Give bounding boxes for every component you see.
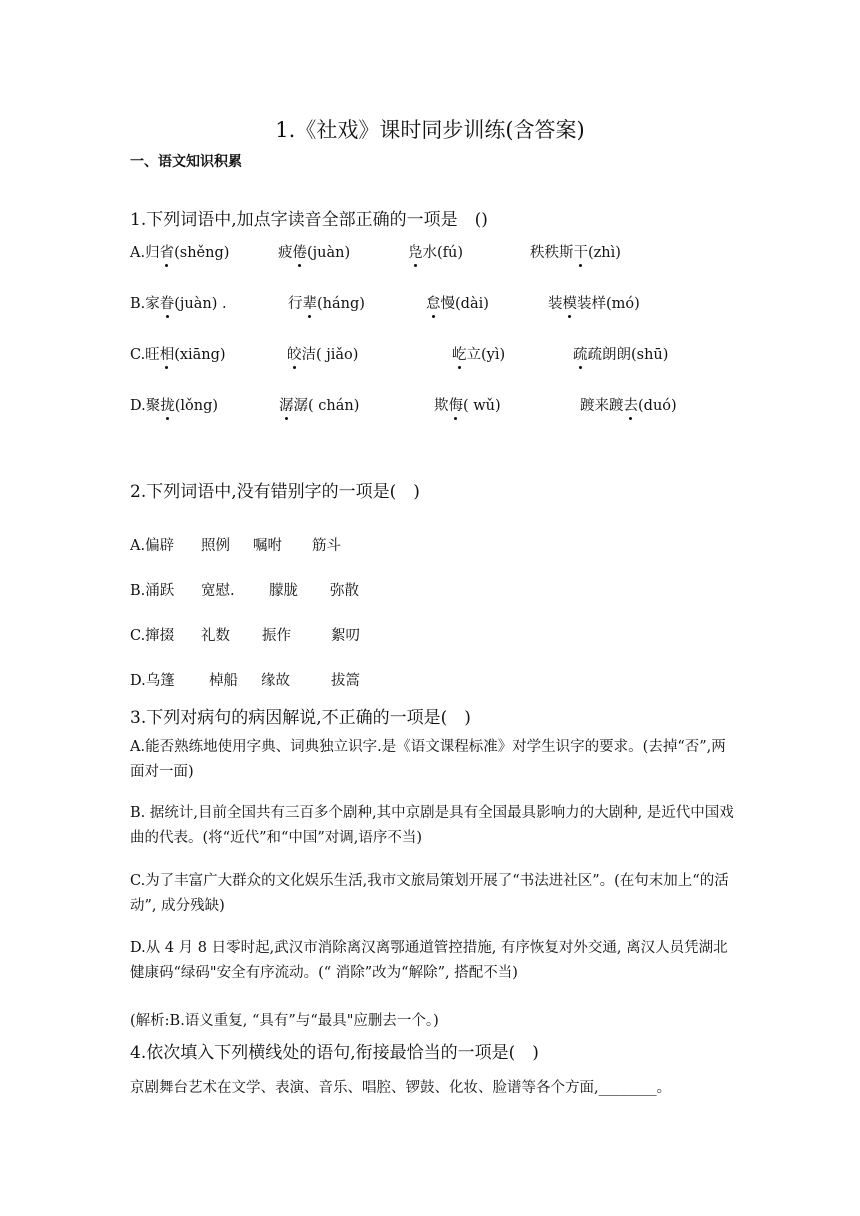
q1-b-item: 装模装样(mó) bbox=[548, 292, 640, 313]
question-1-stem: 1.下列词语中,加点字读音全部正确的一项是 () bbox=[130, 210, 488, 230]
q2-a-word: A.偏辟 bbox=[130, 538, 175, 554]
q2-a-word: 筋斗 bbox=[312, 538, 341, 554]
q2-c-word: C.撺掇 bbox=[130, 628, 175, 644]
q1-b-item: 行辈(háng) bbox=[288, 292, 365, 313]
q4-sentence-text: 京剧舞台艺术在文学、表演、音乐、唱腔、锣鼓、化妆、脸谱等各个方面, bbox=[130, 1080, 599, 1096]
q2-d-word: D.乌篷 bbox=[130, 673, 175, 689]
q1-c-item: 屹立(yì) bbox=[452, 343, 505, 364]
q4-blank: ________。 bbox=[598, 1080, 672, 1096]
q3-analysis: (解析:B.语义重复, “具有”与“最具"应删去一个。) bbox=[130, 1013, 439, 1029]
q2-b-word: B.涌跃 bbox=[130, 583, 175, 599]
q2-a-word: 照例 bbox=[201, 538, 230, 554]
question-2-stem: 2.下列词语中,没有错别字的一项是( ) bbox=[130, 482, 420, 502]
q2-c-word: 振作 bbox=[262, 628, 291, 644]
document-title: 1.《社戏》课时同步训练(含答案) bbox=[275, 118, 585, 142]
q2-b-word: 弥散 bbox=[330, 583, 359, 599]
q1-d-item: 潺潺( chán) bbox=[279, 394, 359, 415]
q3-option-a: A.能否熟练地使用字典、词典独立识字.是《语文课程标准》对学生识字的要求。(去掉“否”,两面对一面) bbox=[130, 739, 726, 780]
question-4-stem: 4.依次填入下列横线处的语句,衔接最恰当的一项是( ) bbox=[130, 1043, 539, 1063]
q2-a-word: 嘱咐 bbox=[253, 538, 282, 554]
q2-c-word: 礼数 bbox=[201, 628, 230, 644]
q2-d-word: 棹船 bbox=[209, 673, 238, 689]
q2-c-word: 絮叨 bbox=[331, 628, 360, 644]
q2-d-word: 拔篙 bbox=[331, 673, 360, 689]
q3-option-d: D.从 4 月 8 日零时起,武汉市消除离汉离鄂通道管控措施, 有序恢复对外交通, 离汉人员凭湖北健康码“绿码"安全有序流动。(“ 消除”改为“解除”, 搭配不当) bbox=[130, 940, 728, 981]
q2-b-word: 朦胧 bbox=[269, 583, 298, 599]
q1-d-item: D.聚拢(lǒng) bbox=[130, 394, 218, 415]
q4-sentence bbox=[130, 1076, 671, 1097]
q1-c-item: 疏疏朗朗(shū) bbox=[573, 343, 668, 364]
q1-a-item: 秩秩斯干(zhì) bbox=[530, 241, 621, 262]
q2-d-word: 缘故 bbox=[261, 673, 290, 689]
section-heading: 一、语文知识积累 bbox=[130, 154, 242, 170]
q1-c-item: C.旺相(xiāng) bbox=[130, 343, 226, 364]
q1-d-item: 欺侮( wǔ) bbox=[434, 394, 501, 415]
q3-option-b: B. 据统计,目前全国共有三百多个剧种,其中京剧是具有全国最具影响力的大剧种, 是近代中国戏曲的代表。(将“近代”和“中国”对调,语序不当) bbox=[130, 805, 734, 846]
q3-option-c: C.为了丰富广大群众的文化娱乐生活,我市文旅局策划开展了“书法进社区”。(在句末加上“的活动”, 成分残缺) bbox=[130, 873, 729, 914]
q1-a-item: 凫水(fú) bbox=[408, 241, 463, 262]
q1-b-item: 怠慢(dài) bbox=[426, 292, 489, 313]
q1-c-item: 皎洁( jiǎo) bbox=[287, 343, 358, 364]
question-3-stem: 3.下列对病句的病因解说,不正确的一项是( ) bbox=[130, 708, 471, 728]
q1-b-item: B.家眷(juàn) . bbox=[130, 292, 227, 313]
q1-d-item: 踱来踱去(duó) bbox=[580, 394, 677, 415]
q2-b-word: 宽慰. bbox=[201, 583, 235, 599]
q1-a-item: 疲倦(juàn) bbox=[278, 241, 350, 262]
q1-a-item: A.归省(shěng) bbox=[130, 241, 229, 262]
